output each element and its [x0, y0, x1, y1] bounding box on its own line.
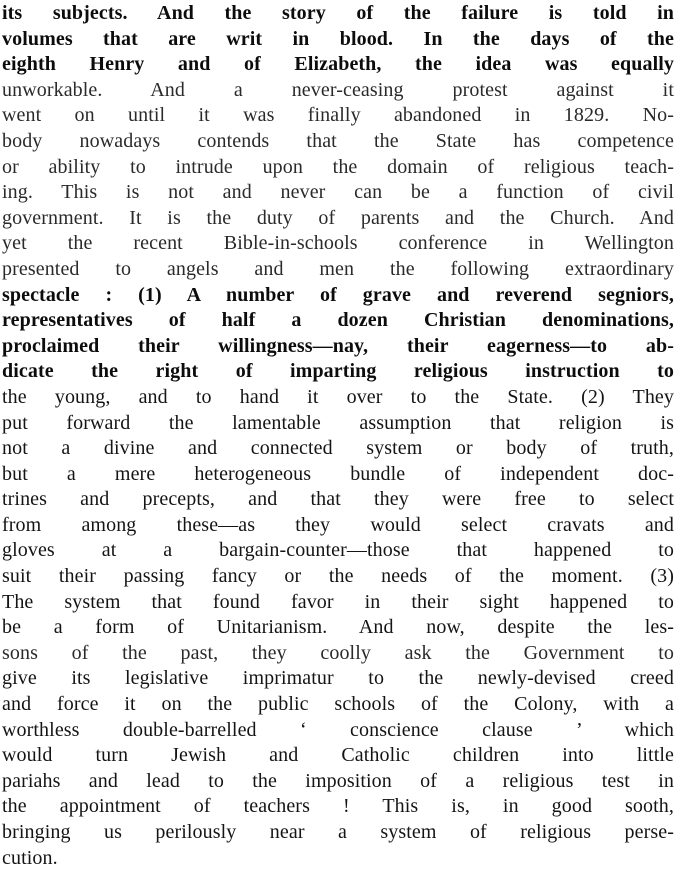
text-line: be a form of Unitarianism. And now, despite the les-	[2, 616, 674, 639]
text-line: eighth Henry and of Elizabeth, the idea was equally	[2, 53, 674, 76]
text-line: put forward the lamentable assumption that religion is	[2, 411, 674, 434]
text-line: proclaimed their willingness—nay, their eagerness—to ab-	[2, 334, 674, 357]
text-line: trines and precepts, and that they were free to select	[2, 488, 674, 511]
text-line: the appointment of teachers ! This is, in good sooth,	[2, 795, 674, 818]
text-line: spectacle : (1) A number of grave and reverend segniors,	[2, 283, 674, 306]
text-line: its subjects. And the story of the failure is told in	[2, 2, 674, 24]
text-line: and force it on the public schools of the Colony, with a	[2, 693, 674, 716]
text-line: volumes that are writ in blood. In the days of the	[2, 27, 674, 50]
text-line: the young, and to hand it over to the State. (2) They	[2, 385, 674, 408]
text-line: worthless double-barrelled ‘ conscience clause ’ which	[2, 718, 674, 741]
text-line: give its legislative imprimatur to the newly-devised creed	[2, 667, 674, 690]
text-line: yet the recent Bible-in-schools conference in Wellington	[2, 232, 674, 255]
text-line: from among these—as they would select cravats and	[2, 513, 674, 536]
text-line: suit their passing fancy or the needs of the moment. (3)	[2, 565, 674, 588]
text-line: representatives of half a dozen Christian denominations,	[2, 309, 674, 332]
text-line: but a mere heterogeneous bundle of independent doc-	[2, 462, 674, 485]
text-line: unworkable. And a never-ceasing protest against it	[2, 78, 674, 101]
text-line: pariahs and lead to the imposition of a religious test in	[2, 769, 674, 792]
text-line: or ability to intrude upon the domain of religious teach-	[2, 155, 674, 178]
text-line: dicate the right of imparting religious instruction to	[2, 360, 674, 383]
text-line: not a divine and connected system or body of truth,	[2, 437, 674, 460]
text-line: The system that found favor in their sight happened to	[2, 590, 674, 613]
text-line: presented to angels and men the following extraordinary	[2, 257, 674, 280]
text-line: sons of the past, they coolly ask the Government to	[2, 641, 674, 664]
article-column	[2, 1, 674, 871]
text-line: body nowadays contends that the State has competence	[2, 129, 674, 152]
text-line: government. It is the duty of parents and the Church. And	[2, 206, 674, 229]
text-line: went on until it was finally abandoned in 1829. No-	[2, 104, 674, 127]
text-line: ing. This is not and never can be a function of civil	[2, 181, 674, 204]
text-line: bringing us perilously near a system of religious perse-	[2, 821, 674, 843]
text-line: would turn Jewish and Catholic children into little	[2, 744, 674, 767]
text-line: cution.	[2, 846, 58, 869]
text-line: gloves at a bargain-counter—those that happened to	[2, 539, 674, 562]
